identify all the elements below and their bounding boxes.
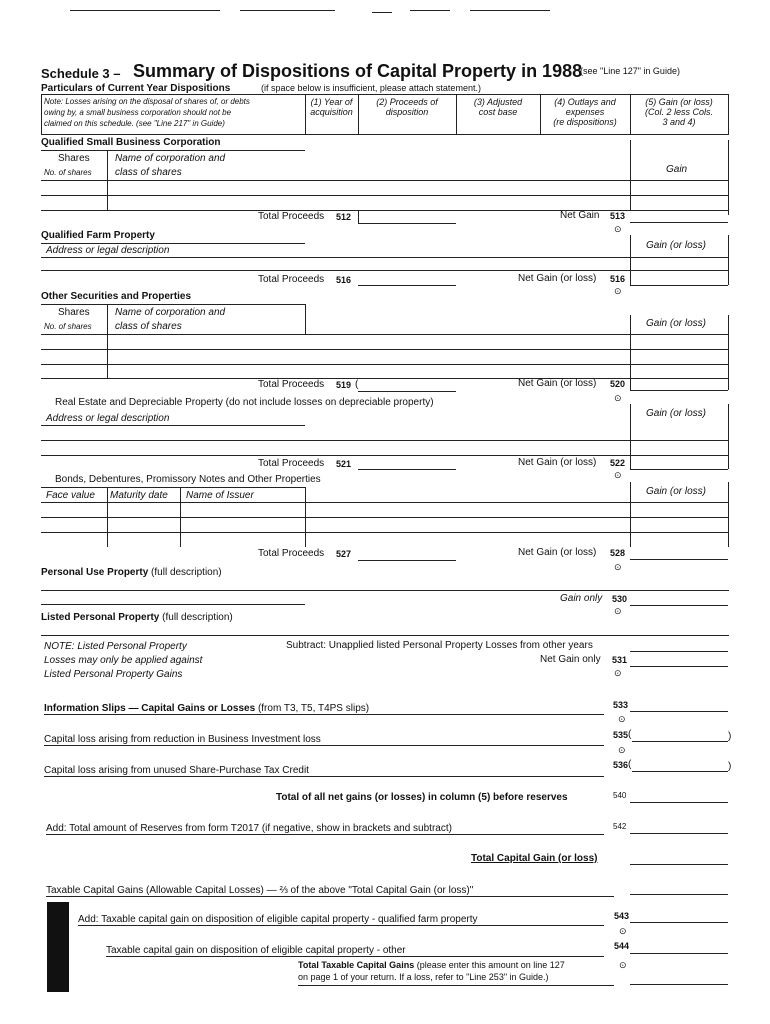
qfp-circle: ⊙ — [614, 286, 622, 296]
listed-code: 531 — [612, 655, 628, 665]
bonds-net-field[interactable] — [630, 559, 728, 560]
abil-paren-open: ( — [628, 729, 632, 740]
col1-header-line: acquisition — [310, 107, 353, 117]
real-net-code: 522 — [610, 458, 626, 468]
osp-row-line[interactable] — [41, 378, 729, 379]
col4-header-line: (re dispositions) — [553, 117, 617, 127]
total-capital-gain-label: Total Capital Gain (or loss) — [471, 853, 598, 864]
qsbc-row-line[interactable] — [41, 210, 729, 211]
osp-total-paren: ( — [355, 379, 359, 390]
bonds-row-line[interactable] — [41, 532, 729, 533]
osp-circle: ⊙ — [614, 393, 622, 403]
qsbc-total-label: Total Proceeds — [258, 211, 325, 222]
personal-title: Personal Use Property — [41, 567, 149, 578]
reserves-leader — [46, 834, 604, 835]
bonds-title: Bonds, Debentures, Promissory Notes and Other Properties — [55, 474, 321, 485]
header-rule — [41, 94, 729, 95]
total-taxable-field[interactable] — [630, 984, 728, 985]
osp-divider — [107, 304, 108, 379]
qfp-address-label: Address or legal description — [46, 245, 170, 256]
total-net-field[interactable] — [630, 802, 728, 803]
osp-name-label: Name of corporation and — [115, 307, 226, 318]
qsbc-row-line[interactable] — [41, 180, 729, 181]
personal-row-line[interactable] — [41, 590, 729, 591]
sptc-paren-close: ) — [728, 761, 732, 772]
qsbc-row-line[interactable] — [41, 195, 729, 196]
qsbc-circle: ⊙ — [614, 224, 622, 234]
other-field[interactable] — [630, 953, 728, 954]
header-divider — [728, 94, 729, 134]
sptc-label: Capital loss arising from unused Share-Purchase Tax Credit — [44, 765, 309, 776]
particulars-note: (if space below is insufficient, please attach statement.) — [261, 83, 481, 93]
qsbc-net-label: Net Gain — [560, 210, 600, 221]
personal-heading — [41, 567, 222, 578]
bonds-net-code: 528 — [610, 548, 626, 558]
col1-header-line: (1) Year of — [310, 97, 353, 107]
listed-row-line[interactable] — [41, 635, 729, 636]
abil-leader — [44, 745, 604, 746]
info-slips-circle: ⊙ — [618, 714, 626, 724]
total-taxable-rule — [298, 985, 614, 986]
real-row-line[interactable] — [41, 455, 729, 456]
info-slips-field[interactable] — [630, 711, 728, 712]
abil-field[interactable] — [632, 741, 728, 742]
qfp-rule — [41, 243, 305, 244]
info-slips-code: 533 — [613, 700, 629, 710]
osp-gain-label: Gain (or loss) — [646, 318, 707, 329]
qsbc-no-shares-label: No. of shares — [44, 168, 92, 177]
qfp-net-code: 516 — [610, 274, 626, 284]
info-slips-bold: Information Slips — Capital Gains or Losses — [44, 703, 256, 714]
osp-total-code: 519 — [336, 380, 352, 390]
col4-header — [540, 97, 630, 127]
col2-header-line: disposition — [385, 107, 429, 117]
col3-header-line: (3) Adjusted — [473, 97, 523, 107]
osp-row-line[interactable] — [41, 349, 729, 350]
farm-code: 543 — [614, 911, 630, 921]
other-label: Taxable capital gain on disposition of eligible capital property - other — [106, 945, 406, 956]
real-total-code: 521 — [336, 459, 352, 469]
col4-header-line: expenses — [565, 107, 605, 117]
farm-leader — [78, 925, 604, 926]
sptc-paren-open: ( — [628, 759, 632, 770]
qsbc-shares-label: Shares — [58, 153, 90, 164]
osp-total-field[interactable] — [358, 391, 456, 392]
total-taxable-bold: Total Taxable Capital Gains — [298, 960, 415, 970]
listed-subtract-field[interactable] — [630, 651, 728, 652]
real-gain-label: Gain (or loss) — [646, 408, 707, 419]
bonds-divider — [728, 482, 729, 547]
listed-note-2: Losses may only be applied against — [44, 655, 203, 666]
personal-code: 530 — [612, 594, 628, 604]
note-line: Note: Losses arising on the disposal of shares of, or debts — [44, 97, 250, 106]
real-divider — [630, 404, 631, 469]
real-row-line[interactable] — [41, 440, 729, 441]
col1-header — [305, 97, 358, 117]
listed-desc: (full description) — [162, 612, 233, 623]
personal-circle: ⊙ — [614, 606, 622, 616]
listed-circle: ⊙ — [614, 668, 622, 678]
qfp-divider — [728, 235, 729, 285]
total-taxable-rest: (please enter this amount on line 127 — [416, 960, 565, 970]
abil-label: Capital loss arising from reduction in Business Investment loss — [44, 734, 321, 745]
abil-code: 535 — [613, 730, 629, 740]
top-rule — [240, 10, 335, 11]
top-rule — [70, 10, 220, 11]
qsbc-gain-label: Gain — [666, 164, 688, 175]
col4-header-line: (4) Outlays and — [554, 97, 616, 107]
osp-net-code: 520 — [610, 379, 626, 389]
col3-header — [456, 97, 540, 117]
info-slips-rest: (from T3, T5, T4PS slips) — [257, 703, 370, 714]
personal-row-line[interactable] — [41, 604, 305, 605]
other-leader — [106, 956, 604, 957]
qfp-total-code: 516 — [336, 275, 352, 285]
qfp-gain-label: Gain (or loss) — [646, 240, 707, 251]
osp-no-shares-label: No. of shares — [44, 322, 92, 331]
bonds-gain-label: Gain (or loss) — [646, 486, 707, 497]
listed-heading — [41, 612, 233, 623]
osp-total-label: Total Proceeds — [258, 379, 325, 390]
osp-net-label: Net Gain (or loss) — [518, 378, 597, 389]
real-address-label: Address or legal description — [46, 413, 170, 424]
listed-net-label: Net Gain only — [540, 654, 601, 665]
col5-header-line: (5) Gain (or loss) — [645, 97, 713, 107]
real-total-label: Total Proceeds — [258, 458, 325, 469]
info-slips-leader — [44, 714, 604, 715]
reserves-label: Add: Total amount of Reserves from form T2017 (if negative, show in brackets and subtract) — [46, 823, 452, 834]
page-title: Summary of Dispositions of Capital Property in 1988 — [133, 61, 583, 81]
qsbc-class-label: class of shares — [115, 167, 182, 178]
abil-circle: ⊙ — [618, 745, 626, 755]
qsbc-total-code: 512 — [336, 212, 352, 222]
taxable-label: Taxable Capital Gains (Allowable Capital Losses) — ⅔ of the above "Total Capital Gain (or loss)" — [46, 885, 474, 896]
info-slips-label — [44, 703, 369, 714]
taxable-leader — [46, 896, 614, 897]
total-net-code: 540 — [613, 791, 627, 800]
qfp-row-line[interactable] — [41, 270, 729, 271]
sptc-code: 536 — [613, 760, 629, 770]
qfp-title: Qualified Farm Property — [41, 230, 155, 241]
real-net-field[interactable] — [630, 469, 728, 470]
bonds-circle: ⊙ — [614, 562, 622, 572]
osp-rule — [41, 304, 305, 305]
qfp-total-label: Total Proceeds — [258, 274, 325, 285]
personal-gain-field[interactable] — [630, 605, 728, 606]
real-title: Real Estate and Depreciable Property (do not include losses on depreciable property) — [55, 397, 434, 408]
real-total-field[interactable] — [358, 469, 456, 470]
listed-subtract: Subtract: Unapplied listed Personal Property Losses from other years — [286, 640, 593, 651]
osp-row-line[interactable] — [41, 364, 729, 365]
bonds-divider — [630, 482, 631, 547]
real-net-label: Net Gain (or loss) — [518, 457, 597, 468]
farm-circle: ⊙ — [619, 926, 627, 936]
osp-title: Other Securities and Properties — [41, 291, 192, 302]
total-taxable-line2: on page 1 of your return. If a loss, refer to "Line 253" in Guide.) — [298, 972, 549, 982]
header-rule — [41, 134, 729, 135]
qfp-divider — [630, 235, 631, 285]
osp-divider — [305, 304, 306, 334]
qsbc-net-code: 513 — [610, 211, 626, 221]
bonds-row-line[interactable] — [41, 502, 729, 503]
osp-class-label: class of shares — [115, 321, 182, 332]
taxable-field[interactable] — [630, 894, 728, 895]
listed-note-3: Listed Personal Property Gains — [44, 669, 183, 680]
particulars-heading: Particulars of Current Year Dispositions — [41, 83, 231, 94]
schedule-label: Schedule 3 – — [41, 66, 121, 81]
bonds-maturity-label: Maturity date — [110, 490, 168, 501]
col5-header-line: 3 and 4) — [662, 117, 696, 127]
note-line: owing by, a small business corporation should not be — [44, 108, 232, 117]
listed-net-field[interactable] — [630, 666, 728, 667]
total-taxable-line1 — [298, 960, 565, 970]
top-rule — [470, 10, 550, 11]
bonds-total-code: 527 — [336, 549, 352, 559]
qsbc-title: Qualified Small Business Corporation — [41, 137, 221, 148]
bonds-net-label: Net Gain (or loss) — [518, 547, 597, 558]
header-divider — [41, 94, 42, 134]
listed-title: Listed Personal Property — [41, 612, 160, 623]
sptc-leader — [44, 776, 604, 777]
bonds-total-field[interactable] — [358, 560, 456, 561]
top-rule — [372, 12, 392, 13]
col5-header — [630, 97, 728, 127]
bonds-face-label: Face value — [46, 490, 95, 501]
qfp-net-field[interactable] — [630, 285, 728, 286]
total-capital-gain-field[interactable] — [630, 864, 728, 865]
other-code: 544 — [614, 941, 630, 951]
osp-shares-label: Shares — [58, 307, 90, 318]
side-bar — [47, 902, 69, 992]
farm-field[interactable] — [630, 922, 728, 923]
sptc-field[interactable] — [632, 771, 728, 772]
farm-label: Add: Taxable capital gain on disposition of eligible capital property - qualified farm property — [78, 914, 478, 925]
top-rule — [410, 10, 450, 11]
qsbc-name-label: Name of corporation and — [115, 153, 226, 164]
note-line: claimed on this schedule. (see "Line 217" in Guide) — [44, 119, 225, 128]
qsbc-net-field[interactable] — [630, 222, 728, 223]
osp-net-field[interactable] — [630, 390, 728, 391]
listed-note-1: NOTE: Listed Personal Property — [44, 641, 187, 652]
col3-header-line: cost base — [478, 107, 518, 117]
col2-header-line: (2) Proceeds of — [376, 97, 438, 107]
qfp-total-field[interactable] — [358, 285, 456, 286]
personal-desc: (full description) — [151, 567, 222, 578]
qsbc-rule — [41, 150, 305, 151]
osp-row-line[interactable] — [41, 334, 729, 335]
reserves-field[interactable] — [630, 833, 728, 834]
qsbc-total-box — [358, 210, 359, 224]
qsbc-total-field[interactable] — [358, 223, 456, 224]
real-rule — [41, 425, 305, 426]
qfp-net-label: Net Gain (or loss) — [518, 273, 597, 284]
col5-header-line: (Col. 2 less Cols. — [644, 107, 714, 117]
total-taxable-circle: ⊙ — [619, 960, 627, 970]
guide-reference: (see "Line 127" in Guide) — [580, 66, 680, 76]
col2-header — [358, 97, 456, 117]
personal-gain-only: Gain only — [560, 593, 603, 604]
bonds-issuer-label: Name of Issuer — [186, 490, 254, 501]
bonds-row-line[interactable] — [41, 517, 729, 518]
real-circle: ⊙ — [614, 470, 622, 480]
real-divider — [728, 404, 729, 469]
qfp-row-line[interactable] — [41, 257, 729, 258]
reserves-code: 542 — [613, 822, 627, 831]
bonds-rule — [41, 487, 305, 488]
bonds-total-label: Total Proceeds — [258, 548, 325, 559]
total-net-label: Total of all net gains (or losses) in column (5) before reserves — [276, 792, 568, 803]
qsbc-divider — [630, 140, 631, 210]
abil-paren-close: ) — [728, 731, 732, 742]
qsbc-divider — [728, 140, 729, 215]
